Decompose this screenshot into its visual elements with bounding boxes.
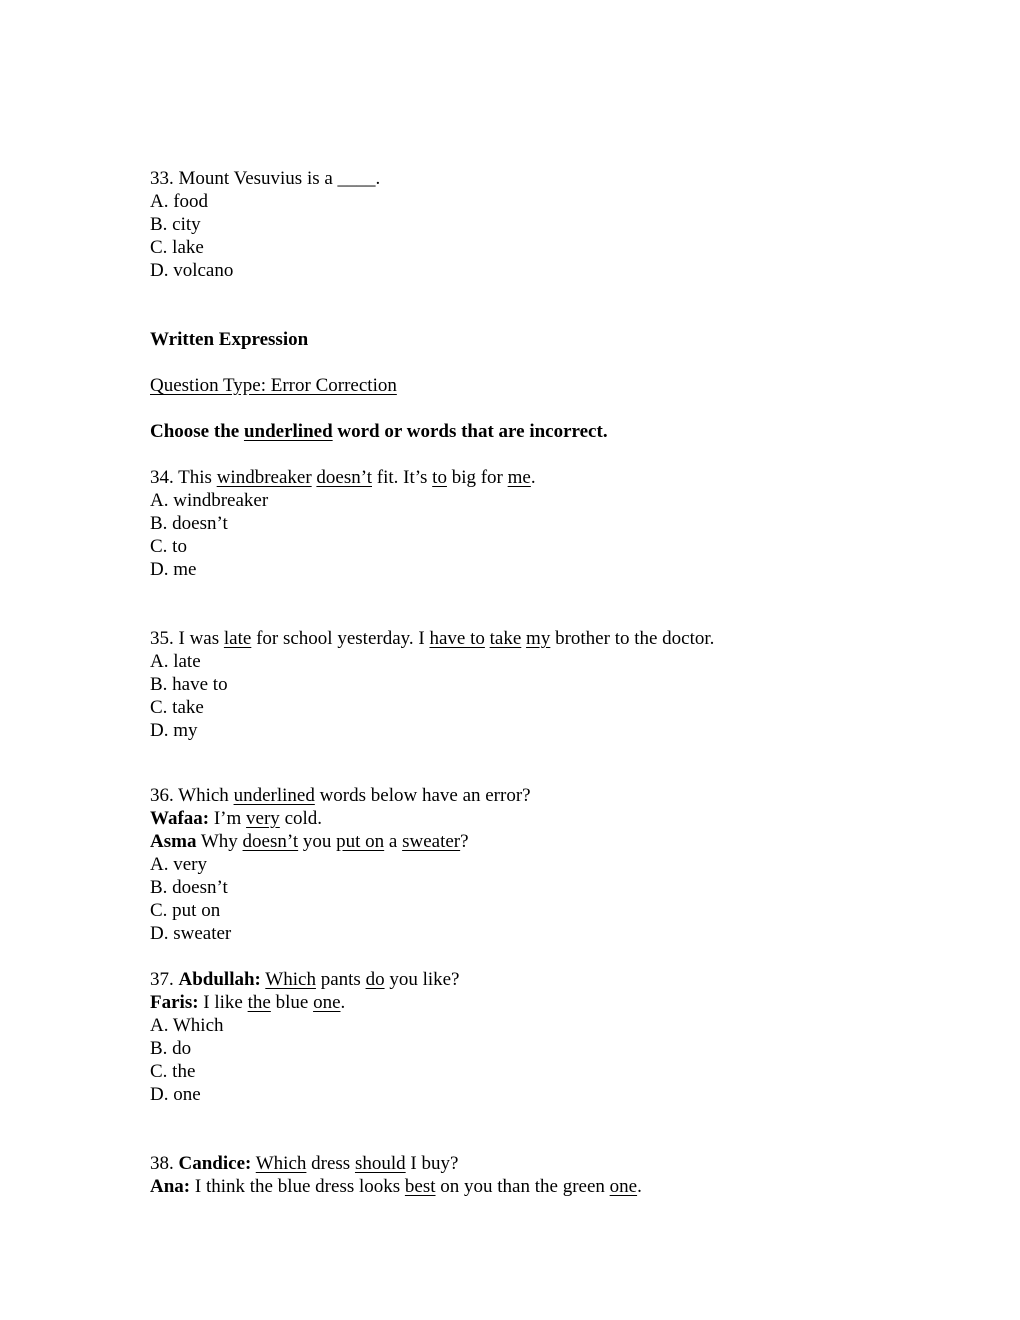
q37-option-a: A. Which	[150, 1015, 224, 1036]
q36-option-c: C. put on	[150, 900, 221, 921]
q36-option-a: A. very	[150, 854, 207, 875]
q34-option-c: C. to	[150, 536, 187, 557]
q37-dialogue-faris: Faris: I like the blue one.	[150, 992, 346, 1013]
instruction: Choose the underlined word or words that are incorrect.	[150, 421, 608, 442]
q33-stem: 33. Mount Vesuvius is a ____.	[150, 168, 381, 189]
q35-option-b: B. have to	[150, 674, 228, 695]
q37-option-d: D. one	[150, 1084, 201, 1105]
q33-option-c: C. lake	[150, 237, 204, 258]
q34-stem: 34. This windbreaker doesn’t fit. It’s to big for me.	[150, 467, 536, 488]
q38-dialogue-candice: 38. Candice: Which dress should I buy?	[150, 1153, 459, 1174]
q34-option-d: D. me	[150, 559, 197, 580]
q36-dialogue-asma: Asma Why doesn’t you put on a sweater?	[150, 831, 469, 852]
q35-option-d: D. my	[150, 720, 198, 741]
q35-stem: 35. I was late for school yesterday. I have to take my brother to the doctor.	[150, 628, 715, 649]
q37-option-b: B. do	[150, 1038, 192, 1059]
q33-option-b: B. city	[150, 214, 201, 235]
q36-stem: 36. Which underlined words below have an error?	[150, 785, 531, 806]
q35-option-c: C. take	[150, 697, 204, 718]
q37-dialogue-abdullah: 37. Abdullah: Which pants do you like?	[150, 969, 460, 990]
q36-dialogue-wafaa: Wafaa: I’m very cold.	[150, 808, 323, 829]
q34-option-a: A. windbreaker	[150, 490, 269, 511]
q33-option-a: A. food	[150, 191, 209, 212]
q35-option-a: A. late	[150, 651, 201, 672]
q36-option-b: B. doesn’t	[150, 877, 228, 898]
q38-dialogue-ana: Ana: I think the blue dress looks best on you than the green one.	[150, 1176, 642, 1197]
q36-option-d: D. sweater	[150, 923, 232, 944]
q33-option-d: D. volcano	[150, 260, 234, 281]
section-title: Written Expression	[150, 329, 309, 350]
question-type: Question Type: Error Correction	[150, 375, 397, 396]
q37-option-c: C. the	[150, 1061, 196, 1082]
q34-option-b: B. doesn’t	[150, 513, 228, 534]
